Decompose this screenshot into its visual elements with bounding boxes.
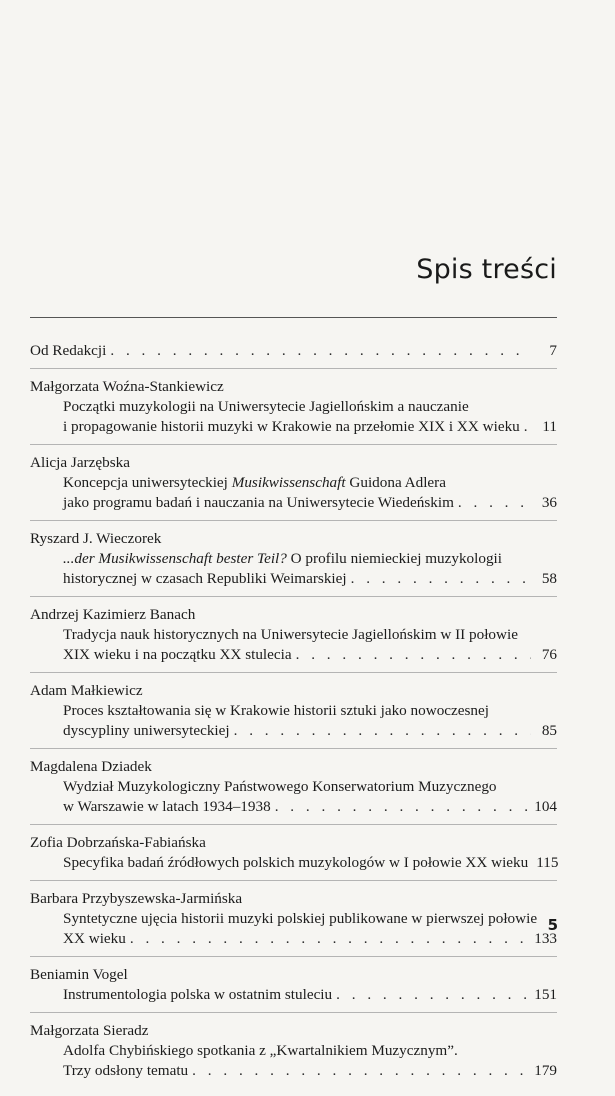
toc-page-number: 7 — [549, 342, 557, 359]
dot-leader — [336, 985, 530, 1005]
toc-entry-title: Od Redakcji — [30, 342, 107, 359]
toc-title-line: Tradycja nauk historycznych na Uniwersytecie Jagiellońskim w II połowie — [63, 626, 518, 643]
toc-title-block — [63, 1041, 557, 1081]
toc-title-line: XIX wieku i na początku XX stulecia — [63, 646, 292, 663]
dot-leader — [458, 493, 531, 513]
toc-title-block — [63, 473, 557, 513]
toc-page-number: 115 — [536, 854, 559, 871]
dot-leader — [296, 645, 531, 665]
toc-title-line: w Warszawie w latach 1934–1938 — [63, 798, 271, 815]
toc-title-line: Instrumentologia polska w ostatnim stuleciu — [63, 986, 333, 1003]
toc-author: Alicja Jarzębska — [30, 454, 130, 471]
toc-entry-line — [63, 493, 557, 513]
dot-leader — [275, 797, 531, 817]
toc-entry-line — [63, 853, 557, 873]
toc-page-number: 179 — [534, 1062, 557, 1079]
toc-title-text: O profilu niemieckiej muzykologii — [286, 550, 502, 567]
toc-entry-line — [63, 645, 557, 665]
toc-title-block — [63, 853, 557, 873]
toc-title-italic: ...der Musikwissenschaft bester Teil? — [63, 550, 287, 567]
toc-entry-line — [63, 1061, 557, 1081]
toc-title-line: historycznej w czasach Republiki Weimarskiej — [63, 570, 347, 587]
dot-leader — [130, 929, 530, 949]
toc-page-number: 58 — [541, 570, 557, 587]
toc-entry — [30, 605, 557, 673]
dot-leader — [351, 569, 531, 589]
toc-entry-line — [63, 417, 557, 437]
toc-top-divider — [30, 317, 557, 318]
toc-author: Andrzej Kazimierz Banach — [30, 606, 196, 623]
page-title: Spis treści — [416, 254, 557, 285]
toc-title-block — [63, 777, 557, 817]
toc-title-line: Specyfika badań źródłowych polskich muzykologów w I połowie XX wieku — [63, 854, 529, 871]
toc-title-block — [63, 985, 557, 1005]
toc-title-line — [63, 549, 557, 569]
toc-title-block — [63, 625, 557, 665]
toc-entry-line — [63, 569, 557, 589]
toc-entry — [30, 757, 557, 825]
toc-entry-line — [63, 929, 557, 949]
toc-title-line: Adolfa Chybińskiego spotkania z „Kwartalnikiem Muzycznym”. — [63, 1042, 458, 1059]
toc-title-line: jako programu badań i nauczania na Uniwersytecie Wiedeńskim — [63, 494, 454, 511]
toc-entry — [30, 529, 557, 597]
toc-entry-line — [63, 797, 557, 817]
toc-author: Małgorzata Sieradz — [30, 1022, 149, 1039]
dot-leader — [110, 341, 531, 361]
toc-author: Zofia Dobrzańska-Fabiańska — [30, 834, 206, 851]
toc-page-number: 133 — [534, 930, 557, 947]
toc-title-text: Guidona Adlera — [345, 474, 446, 491]
toc-entry — [30, 889, 557, 957]
toc-entry — [30, 681, 557, 749]
toc-author: Adam Małkiewicz — [30, 682, 143, 699]
toc-author: Magdalena Dziadek — [30, 758, 152, 775]
toc-title-line: Syntetyczne ujęcia historii muzyki polskiej publikowane w pierwszej połowie — [63, 910, 538, 927]
toc-title-line: Proces kształtowania się w Krakowie historii sztuki jako nowoczesnej — [63, 702, 489, 719]
toc-author: Beniamin Vogel — [30, 966, 128, 983]
toc-page-number: 11 — [542, 418, 557, 435]
toc-entry — [30, 833, 557, 881]
toc-title-line: dyscypliny uniwersyteckiej — [63, 722, 230, 739]
toc-title-block — [63, 549, 557, 589]
dot-leader — [192, 1061, 530, 1081]
toc-entry-line — [63, 721, 557, 741]
toc-title-italic: Musikwissenschaft — [231, 474, 346, 491]
toc-page-number: 36 — [541, 494, 557, 511]
toc-title-line: Początki muzykologii na Uniwersytecie Jagiellońskim a nauczanie — [63, 398, 469, 415]
toc-title-line: XX wieku — [63, 930, 126, 947]
toc-author: Ryszard J. Wieczorek — [30, 530, 162, 547]
toc-author: Małgorzata Woźna-Stankiewicz — [30, 378, 224, 395]
toc-title-block — [63, 701, 557, 741]
toc-title-block — [63, 397, 557, 437]
toc-title-line — [63, 473, 557, 493]
toc-title-text: Koncepcja uniwersyteckiej — [63, 474, 232, 491]
toc-entry — [30, 453, 557, 521]
toc-title-block — [63, 909, 557, 949]
toc-title-line: i propagowanie historii muzyki w Krakowie na przełomie XIX i XX wieku — [63, 418, 520, 435]
dot-leader — [524, 417, 531, 437]
toc-title-line: Wydział Muzykologiczny Państwowego Konserwatorium Muzycznego — [63, 778, 497, 795]
toc-entry-line — [30, 341, 557, 361]
toc-entry — [30, 377, 557, 445]
dot-leader — [234, 721, 531, 741]
toc-page-number: 85 — [541, 722, 557, 739]
toc-author: Barbara Przybyszewska-Jarmińska — [30, 890, 243, 907]
toc-entry-line — [63, 985, 557, 1005]
toc-entry-intro — [30, 341, 557, 369]
toc-title-line: Trzy odsłony tematu — [63, 1062, 189, 1079]
page-number: 5 — [547, 916, 558, 934]
toc-entry — [30, 1021, 557, 1088]
toc-page-number: 76 — [541, 646, 557, 663]
table-of-contents — [30, 339, 557, 1096]
toc-entry — [30, 965, 557, 1013]
toc-page-number: 104 — [534, 798, 557, 815]
toc-page-number: 151 — [534, 986, 557, 1003]
